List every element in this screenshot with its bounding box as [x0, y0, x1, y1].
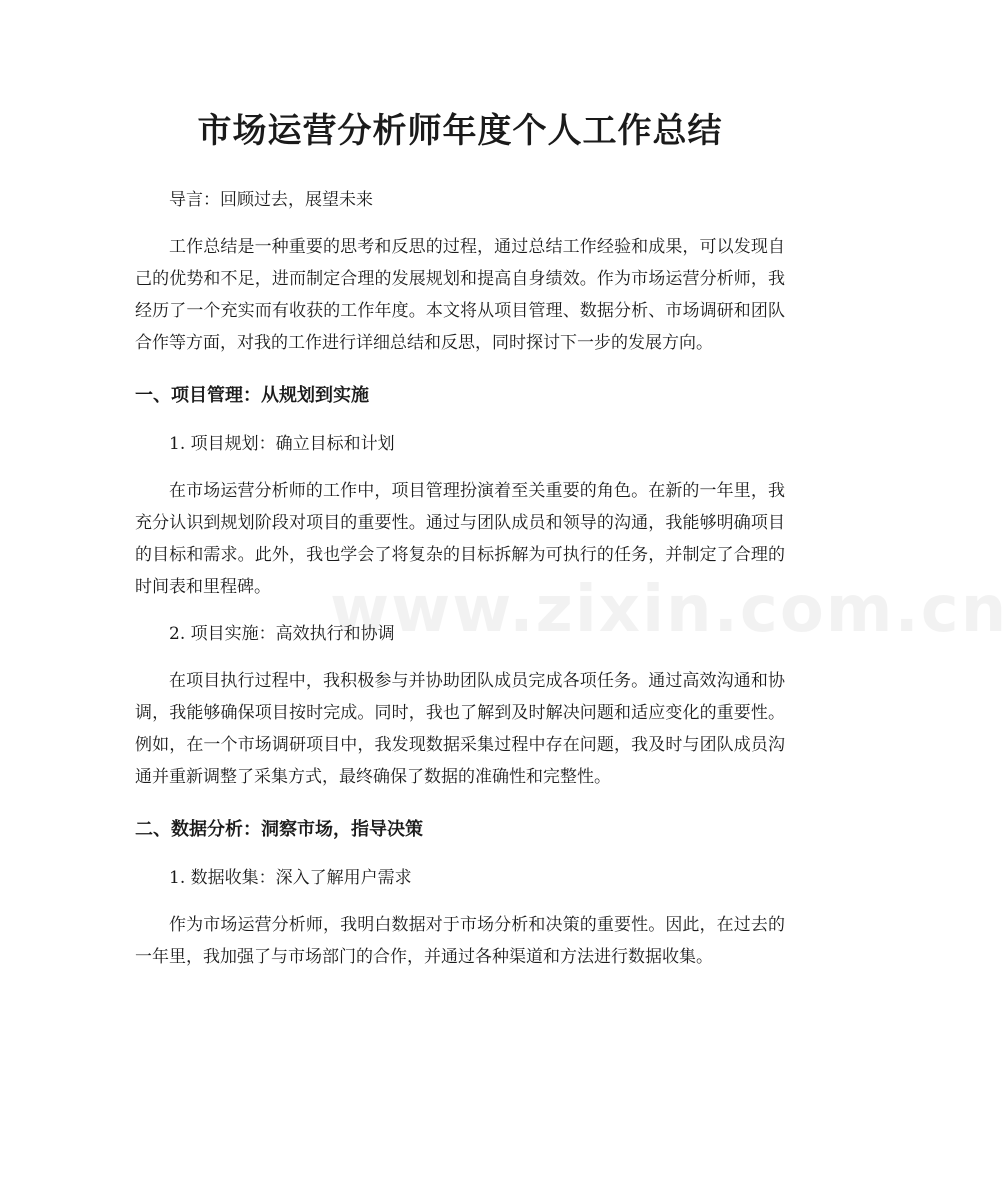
paragraph-data-collection: 作为市场运营分析师，我明白数据对于市场分析和决策的重要性。因此，在过去的一年里，我加强了与市场部门的合作，并通过各种渠道和方法进行数据收集。	[135, 915, 785, 967]
subsection-heading-project-execution: 2. 项目实施：高效执行和协调	[169, 624, 395, 644]
paragraph-project-planning: 在市场运营分析师的工作中，项目管理扮演着至关重要的角色。在新的一年里，我充分认识到规划阶段对项目的重要性。通过与团队成员和领导的沟通，我能够明确项目的目标和需求。此外，我也学会了将复杂的目标拆解为可执行的任务，并制定了合理的时间表和里程碑。	[135, 481, 785, 597]
intro-paragraph: 工作总结是一种重要的思考和反思的过程，通过总结工作经验和成果，可以发现自己的优势和不足，进而制定合理的发展规划和提高自身绩效。作为市场运营分析师，我经历了一个充实而有收获的工作年度。本文将从项目管理、数据分析、市场调研和团队合作等方面，对我的工作进行详细总结和反思，同时探讨下一步的发展方向。	[135, 237, 785, 353]
section-heading-data-analysis: 二、数据分析：洞察市场，指导决策	[135, 819, 423, 840]
paragraph-project-execution: 在项目执行过程中，我积极参与并协助团队成员完成各项任务。通过高效沟通和协调，我能够确保项目按时完成。同时，我也了解到及时解决问题和适应变化的重要性。例如，在一个市场调研项目中，我发现数据采集过程中存在问题，我及时与团队成员沟通并重新调整了采集方式，最终确保了数据的准确性和完整性。	[135, 671, 785, 787]
page-title: 市场运营分析师年度个人工作总结	[197, 111, 723, 151]
document-body	[135, 184, 785, 973]
watermark: www.zixin.com.cn	[330, 573, 1008, 647]
subsection-heading-data-collection: 1. 数据收集：深入了解用户需求	[169, 868, 412, 888]
section-heading-project-management: 一、项目管理：从规划到实施	[135, 385, 369, 406]
intro-heading: 导言：回顾过去，展望未来	[169, 190, 373, 210]
subsection-heading-project-planning: 1. 项目规划：确立目标和计划	[169, 434, 395, 454]
